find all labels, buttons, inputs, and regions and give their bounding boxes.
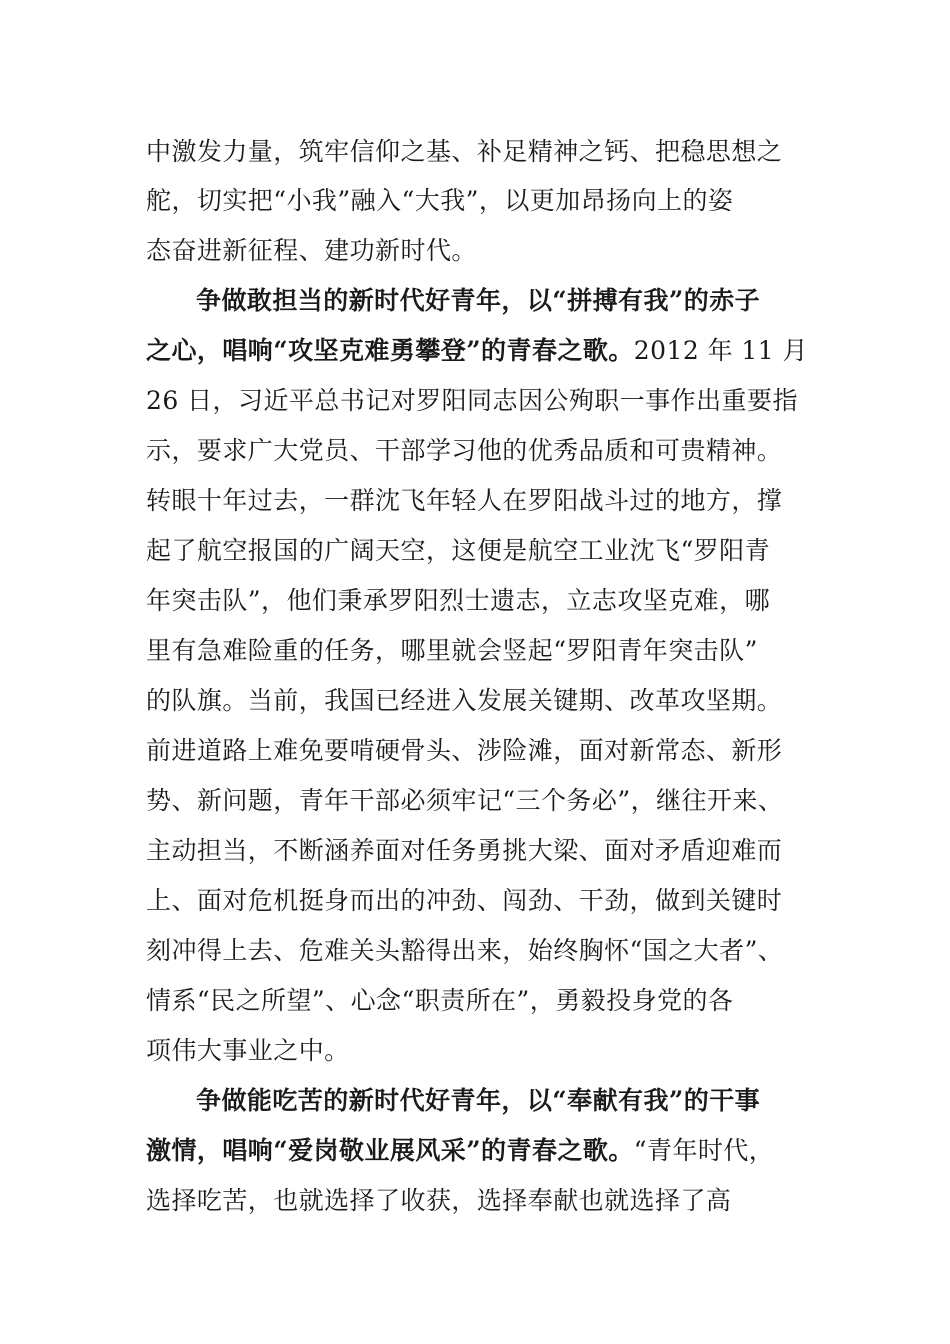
body-text-line: 选择吃苦，也就选择了收获，选择奉献也就选择了高 [146,1186,732,1215]
section-heading-text: 之心，唱响“攻坚克难勇攀登”的青春之歌。 [146,336,634,365]
body-text-line: 前进道路上难免要啃硬骨头、涉险滩，面对新常态、新形 [146,736,783,765]
body-text-line: 舵，切实把“小我”融入“大我”，以更加昂扬向上的姿 [146,186,734,215]
body-text-line: 项伟大事业之中。 [146,1036,350,1065]
body-text-run: 2012 年 11 月 [633,336,808,365]
body-text-line: 起了航空报国的广阔天空，这便是航空工业沈飞“罗阳青 [146,536,771,565]
body-text-line: 主动担当，不断涵养面对任务勇挑大梁、面对矛盾迎难而 [146,836,783,865]
section-heading-text: 激情，唱响“爱岗敬业展风采”的青春之歌。 [146,1136,634,1165]
body-text-line: 的队旗。当前，我国已经进入发展关键期、改革攻坚期。 [146,686,783,715]
body-text-line: 势、新问题，青年干部必须牢记“三个务必”，继往开来、 [146,786,784,815]
body-text-line: 态奋进新征程、建功新时代。 [146,236,477,265]
body-text-line: 示，要求广大党员、干部学习他的优秀品质和可贵精神。 [146,436,783,465]
section-heading-row [146,335,808,367]
body-text-line: 里有急难险重的任务，哪里就会竖起“罗阳青年突击队” [146,636,758,665]
body-text-run: “青年时代， [633,1136,775,1165]
body-text-line: 情系“民之所望”、心念“职责所在”，勇毅投身党的各 [146,986,734,1015]
section-heading-line: 争做能吃苦的新时代好青年，以“奉献有我”的干事 [196,1086,761,1115]
body-text-line: 转眼十年过去，一群沈飞年轻人在罗阳战斗过的地方，撑 [146,486,783,515]
section-heading-row [146,1135,774,1167]
body-text-line: 年突击队”，他们秉承罗阳烈士遗志，立志攻坚克难，哪 [146,586,771,615]
body-text-line: 上、面对危机挺身而出的冲劲、闯劲、干劲，做到关键时 [146,886,783,915]
body-text-line: 刻冲得上去、危难关头豁得出来，始终胸怀“国之大者”、 [146,936,784,965]
body-text-line: 26 日，习近平总书记对罗阳同志因公殉职一事作出重要指 [146,386,798,415]
section-heading-line: 争做敢担当的新时代好青年，以“拼搏有我”的赤子 [196,286,761,315]
body-text-line: 中激发力量，筑牢信仰之基、补足精神之钙、把稳思想之 [146,137,783,166]
